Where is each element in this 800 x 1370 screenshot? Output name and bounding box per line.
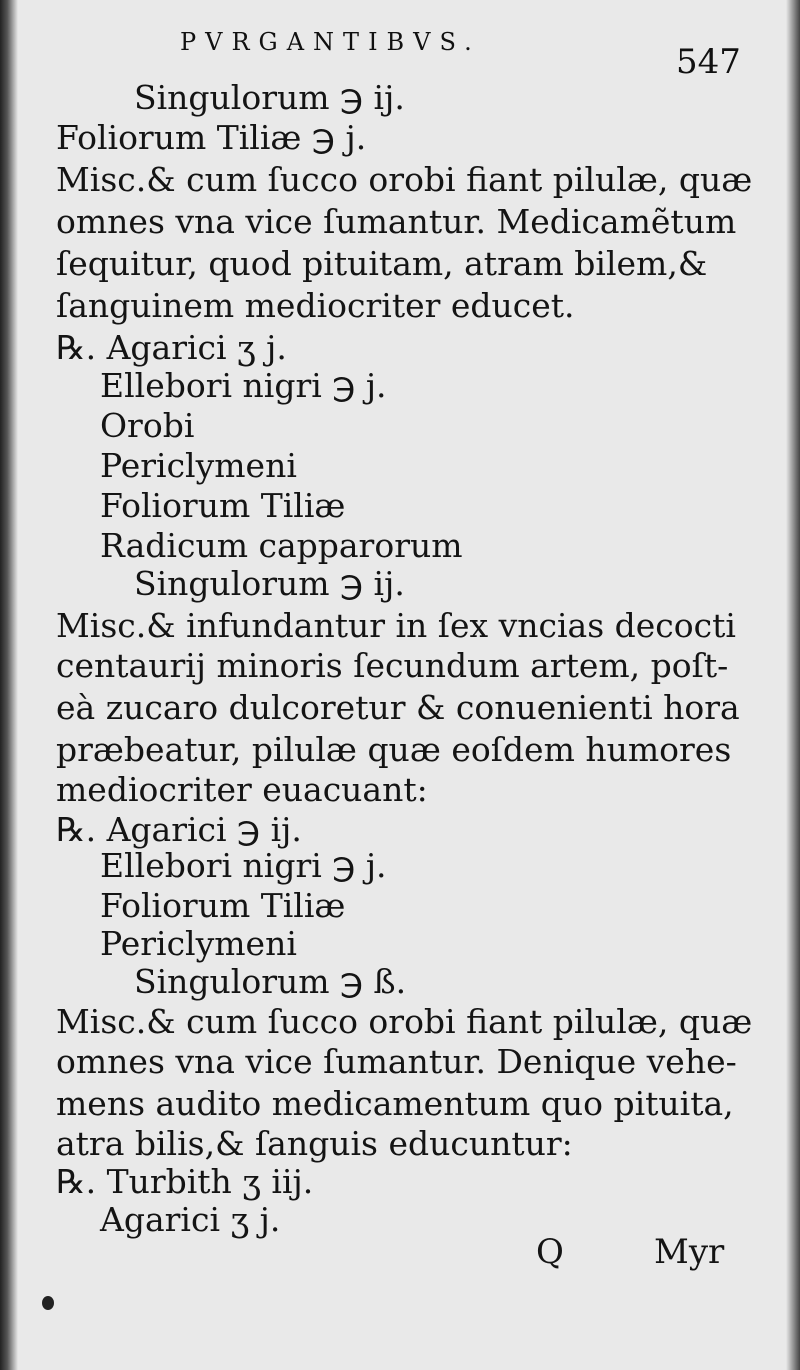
- ink-spot: [42, 1296, 54, 1310]
- text-line: ſanguinem mediocriter educet.: [56, 286, 575, 325]
- text-line: ſequitur, quod pituitam, atram bilem,&: [56, 244, 708, 283]
- text-line: Agarici ʒ j.: [100, 1200, 281, 1239]
- text-line: eà zucaro dulcoretur & conuenienti hora: [56, 688, 740, 727]
- text-line: atra bilis,& ſanguis educuntur:: [56, 1124, 573, 1163]
- text-line: omnes vna vice ſumantur. Medicamẽtum: [56, 202, 737, 241]
- text-line: Radicum capparorum: [100, 526, 463, 565]
- signature-mark: Q: [536, 1232, 564, 1272]
- text-line: Singulorum ℈ ß.: [134, 962, 407, 1001]
- page-number: 547: [676, 42, 741, 82]
- text-line: Foliorum Tiliæ: [100, 486, 346, 525]
- text-line: omnes vna vice ſumantur. Denique vehe-: [56, 1042, 737, 1081]
- text-line: Ellebori nigri ℈ j.: [100, 366, 387, 405]
- text-line: mediocriter euacuant:: [56, 770, 428, 809]
- text-line: Misc.& cum ſucco orobi fiant pilulæ, quæ: [56, 1002, 753, 1041]
- text-line: Misc.& infundantur in ſex vncias decocti: [56, 606, 736, 645]
- text-line: ℞. Agarici ℈ ij.: [56, 810, 302, 849]
- text-line: Ellebori nigri ℈ j.: [100, 846, 387, 885]
- text-line: ℞. Turbith ʒ iij.: [56, 1162, 314, 1201]
- text-line: Foliorum Tiliæ: [100, 886, 346, 925]
- text-line: centaurij minoris ſecundum artem, poſt-: [56, 646, 729, 685]
- text-line: Orobi: [100, 406, 195, 445]
- text-line: Singulorum ℈ ij.: [134, 564, 405, 603]
- text-line: Misc.& cum ſucco orobi fiant pilulæ, quæ: [56, 160, 753, 199]
- text-line: ℞. Agarici ʒ j.: [56, 328, 287, 367]
- text-line: Periclymeni: [100, 924, 297, 963]
- running-title: PVRGANTIBVS.: [180, 28, 481, 56]
- catchword: Myr: [654, 1232, 725, 1272]
- text-line: mens audito medicamentum quo pituita,: [56, 1084, 734, 1123]
- text-line: Singulorum ℈ ij.: [134, 78, 405, 117]
- text-line: Foliorum Tiliæ ℈ j.: [56, 118, 367, 157]
- text-line: Periclymeni: [100, 446, 297, 485]
- text-line: præbeatur, pilulæ quæ eoſdem humores: [56, 730, 732, 769]
